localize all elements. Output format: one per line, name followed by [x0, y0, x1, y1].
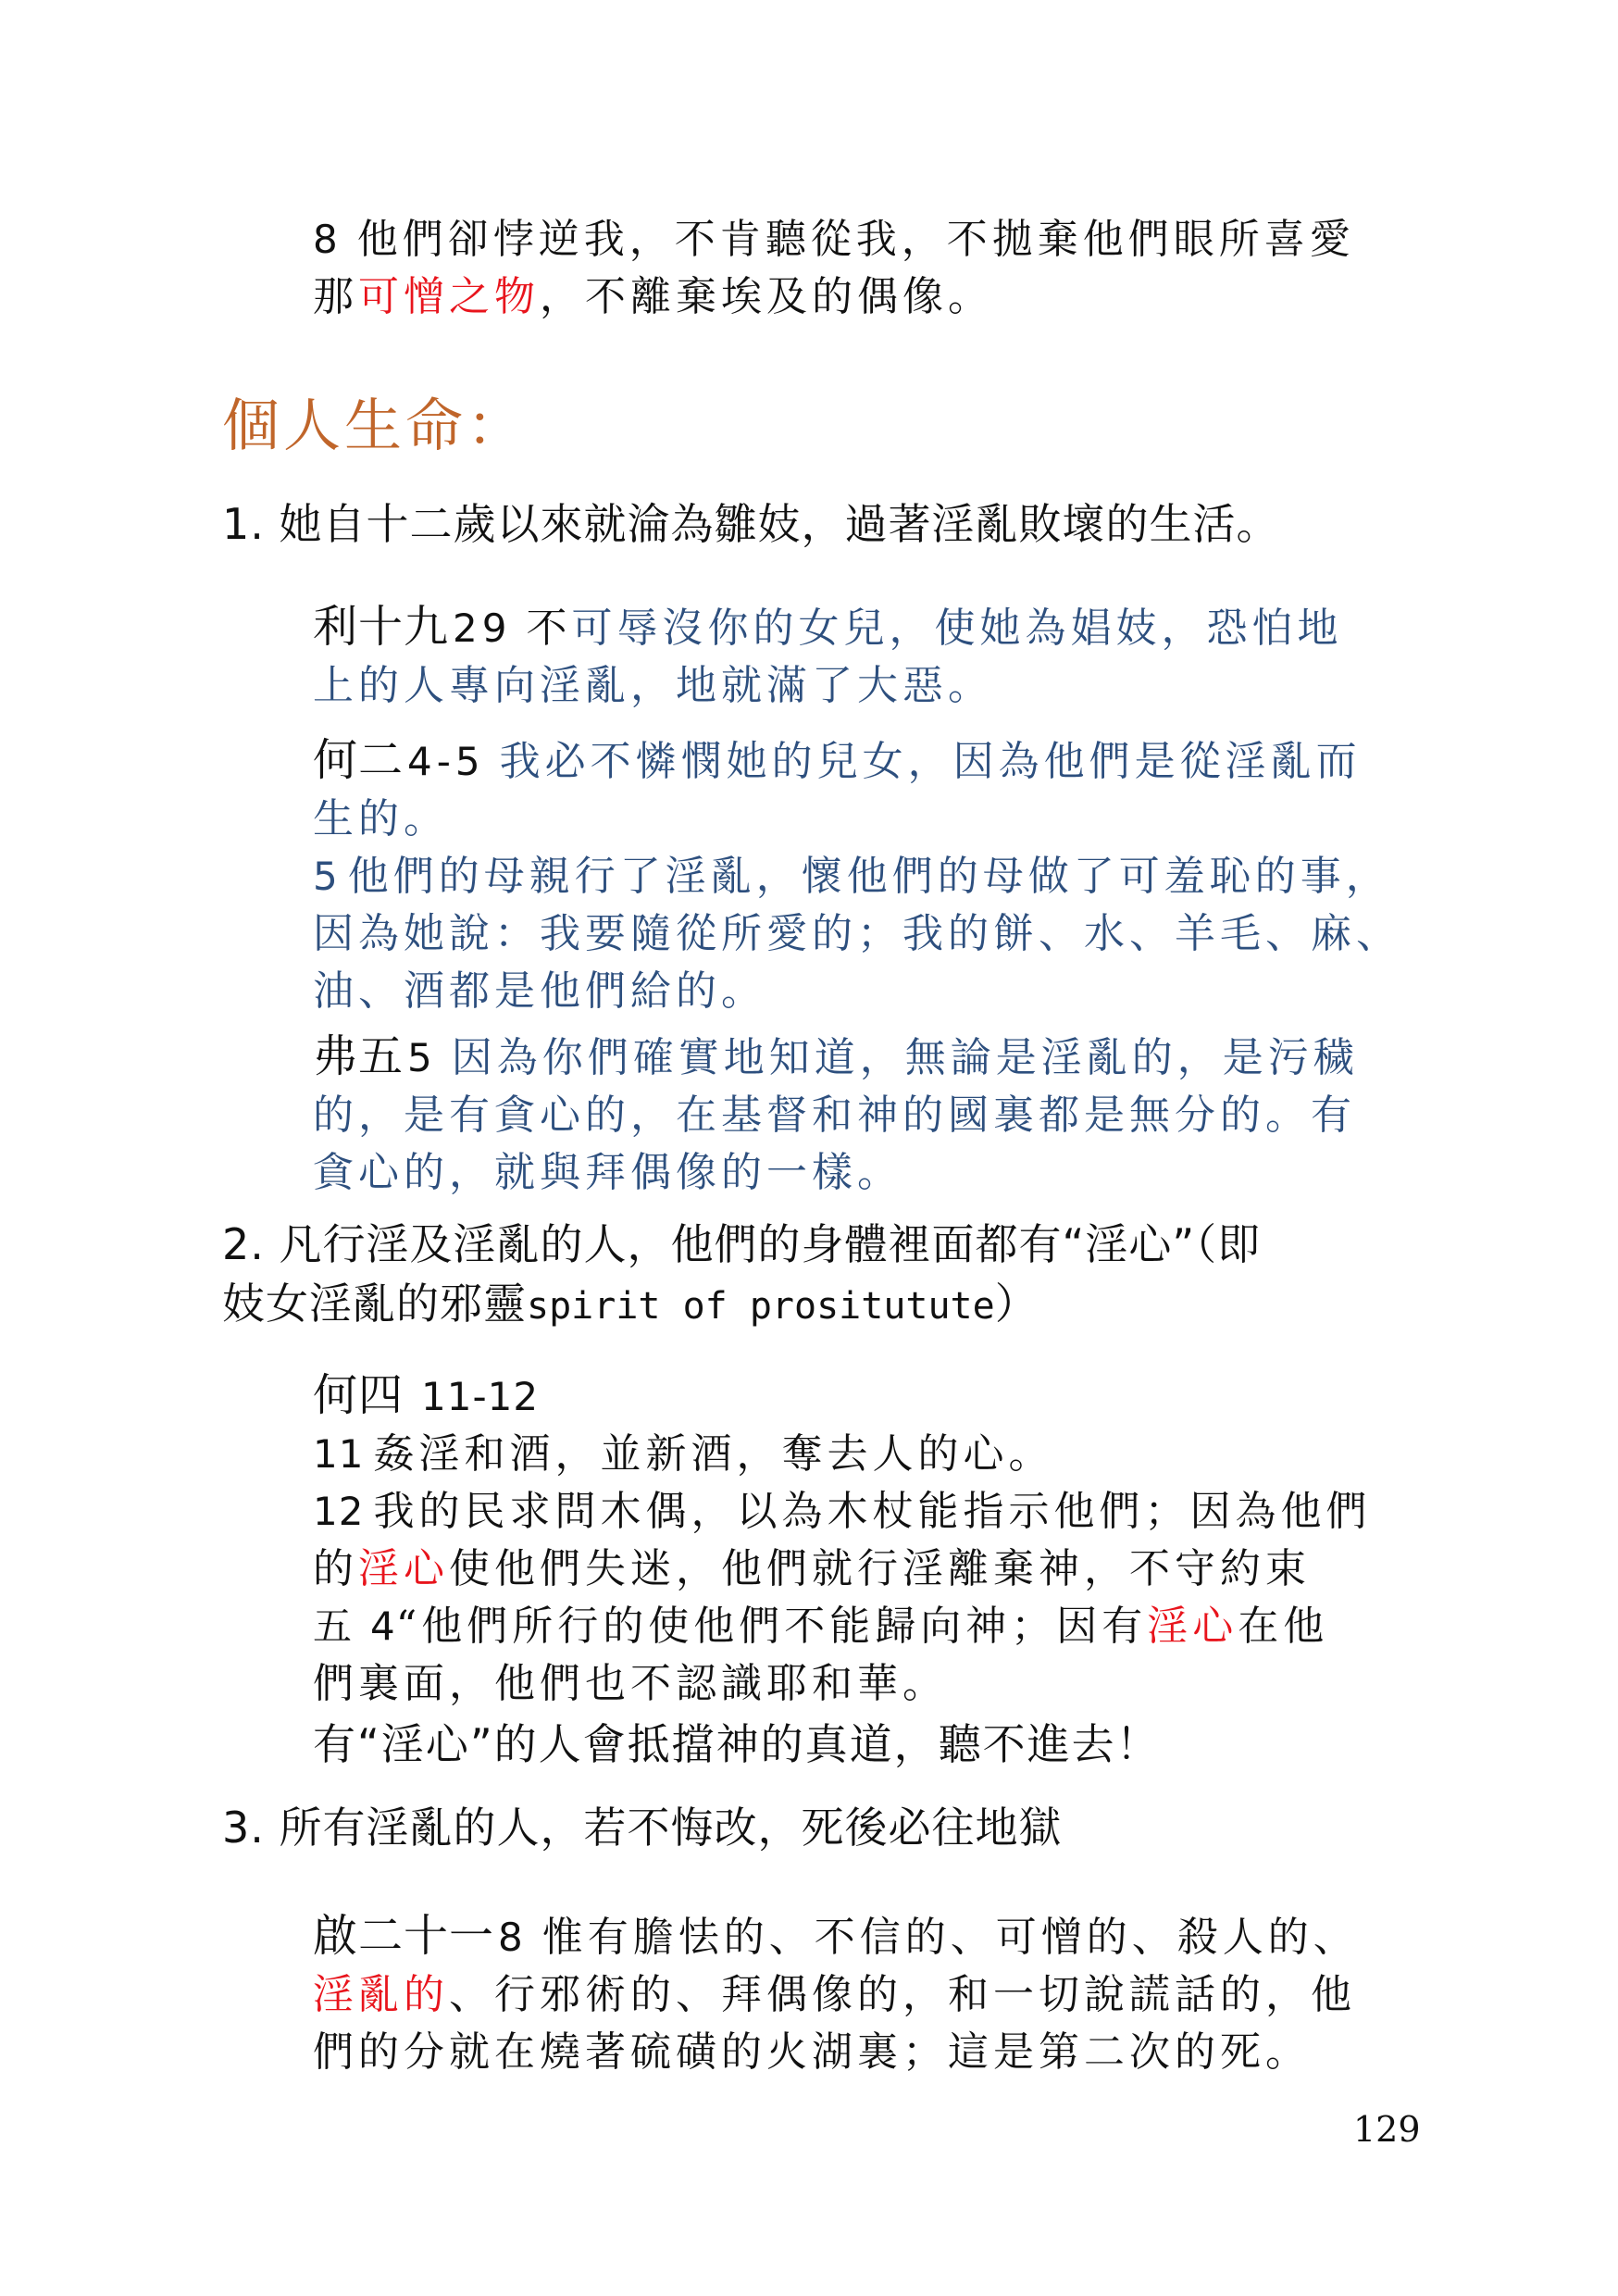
- point-1-number: 1.: [222, 499, 265, 549]
- ref-label: 啟二十一: [313, 1910, 495, 1962]
- page-number: 129: [1353, 2109, 1421, 2150]
- ref-leviticus-line-2: 上的人專向淫亂，地就滿了大惡。: [313, 662, 993, 709]
- verse-text: 、行邪術的、拜偶像的，和一切說謊話的，他: [449, 1971, 1356, 2018]
- verse-number: 5: [313, 854, 339, 899]
- verse-12-line-1: [313, 1483, 1371, 1541]
- top-verse-text-1: 他們卻悖逆我，不肯聽從我，不拋棄他們眼所喜愛: [356, 216, 1355, 263]
- ref-number: 5: [407, 1035, 437, 1080]
- ref-hosea-2-line-5: 油、酒都是他們給的。: [313, 967, 766, 1015]
- verse-number: 11: [313, 1431, 365, 1477]
- verse-number: 8: [313, 217, 342, 262]
- point-2-text-2b: ）: [994, 1279, 1039, 1329]
- emphasis-statement: 有“淫心”的人會抵擋神的真道，聽不進去！: [313, 1719, 1161, 1769]
- verse-number: 12: [313, 1489, 365, 1534]
- verse-11: [313, 1426, 1371, 1483]
- ref-ephesians-line-2: 的，是有貪心的，在基督和神的國裏都是無分的。有: [313, 1092, 1356, 1139]
- point-3-text: 所有淫亂的人，若不悔改，死後必往地獄: [279, 1803, 1063, 1853]
- verse-text: 他們的母親行了淫亂，懷他們的母做了可羞恥的事，: [347, 853, 1391, 900]
- point-2-number: 2.: [222, 1219, 265, 1269]
- top-verse-text-2a: 那: [313, 273, 358, 320]
- ref-label: 何四: [313, 1369, 404, 1421]
- verse-5-4-line-1: [313, 1598, 1371, 1655]
- ref-label: 弗五: [313, 1030, 404, 1082]
- ref-leviticus-line-1: [313, 598, 1342, 657]
- ref-number: 29: [453, 605, 512, 651]
- top-verse: [313, 211, 1355, 326]
- ref-hosea-2: [313, 731, 1401, 1020]
- highlight-abominable-thing: 可憎之物: [358, 273, 540, 320]
- ref-revelation: [313, 1907, 1359, 2081]
- point-2: [222, 1215, 1261, 1336]
- verse-5-4-line-2: 們裏面，他們也不認識耶和華。: [313, 1660, 948, 1707]
- point-3: [222, 1798, 1063, 1857]
- verse-text: 的: [313, 1545, 358, 1592]
- highlight-sexually-immoral: 淫亂的: [313, 1971, 449, 2018]
- ref-label: 何二: [313, 734, 404, 786]
- ref-revelation-line-3: 們的分就在燒著硫磺的火湖裏；這是第二次的死。: [313, 2028, 1311, 2076]
- ref-number: 8: [498, 1915, 528, 1960]
- ref-revelation-line-2: [313, 1966, 1359, 2024]
- top-verse-text-2b: ，不離棄埃及的偶像。: [540, 273, 993, 320]
- ref-hosea-2-line-4: 因為她說：我要隨從所愛的；我的餅、水、羊毛、麻、: [313, 910, 1401, 957]
- verse-lead: 不: [526, 605, 572, 652]
- english-term: spirit of prositutute: [527, 1285, 995, 1328]
- ref-hosea-4-heading: [313, 1366, 1371, 1426]
- top-verse-line-2: [313, 268, 1355, 326]
- ref-leviticus: [313, 598, 1342, 715]
- verse-text: 使他們失迷，他們就行淫離棄神，不守約束: [449, 1545, 1311, 1592]
- top-verse-line-1: [313, 211, 1355, 268]
- ref-ephesians-line-3: 貪心的，就與拜偶像的一樣。: [313, 1149, 902, 1196]
- ref-number: 11-12: [421, 1374, 540, 1419]
- point-2-line-1: [222, 1215, 1261, 1274]
- ref-number: 4-5: [407, 739, 485, 784]
- point-2-text-1: 凡行淫及淫亂的人，他們的身體裡面都有“淫心”（即: [279, 1219, 1262, 1269]
- highlight-lustful-heart: 淫心: [358, 1545, 449, 1592]
- ref-ephesians: [313, 1028, 1359, 1202]
- point-1: [222, 494, 1280, 554]
- verse-text: 我必不憐憫她的兒女，因為他們是從淫亂而: [499, 738, 1362, 785]
- ref-hosea-4: [313, 1366, 1371, 1776]
- section-heading: 個人生命：: [222, 392, 529, 459]
- point-2-text-2a: 妓女淫亂的邪靈: [222, 1279, 527, 1329]
- highlight-lustful-heart: 淫心: [1147, 1603, 1238, 1650]
- ref-hosea-2-line-1: [313, 731, 1401, 791]
- verse-text: “他們所行的使他們不能歸向神；因有: [395, 1603, 1148, 1650]
- point-2-line-2: [222, 1274, 1261, 1336]
- verse-text: 因為你們確實地知道，無論是淫亂的，是污穢: [451, 1034, 1359, 1081]
- verse-text: 可辱沒你的女兒，使她為娼妓，恐怕地: [571, 605, 1343, 652]
- ref-hosea-2-line-3: [313, 848, 1401, 905]
- ref-ephesians-line-1: [313, 1028, 1359, 1087]
- verse-text: 我的民求問木偶，以為木杖能指示他們；因為他們: [373, 1488, 1372, 1535]
- ref-label: 五: [313, 1603, 354, 1649]
- verse-12-line-2: [313, 1541, 1371, 1598]
- verse-text: 在他: [1238, 1603, 1329, 1650]
- point-3-number: 3.: [222, 1803, 265, 1853]
- ref-hosea-2-line-2: 生的。: [313, 795, 449, 842]
- verse-number: 4: [370, 1603, 396, 1649]
- ref-label: 利十九: [313, 601, 450, 653]
- verse-text: 姦淫和酒，並新酒，奪去人的心。: [373, 1430, 1054, 1478]
- ref-revelation-line-1: [313, 1907, 1359, 1966]
- point-1-text: 她自十二歲以來就淪為雛妓，過著淫亂敗壞的生活。: [279, 499, 1280, 549]
- verse-text: 惟有膽怯的、不信的、可憎的、殺人的、: [541, 1914, 1359, 1961]
